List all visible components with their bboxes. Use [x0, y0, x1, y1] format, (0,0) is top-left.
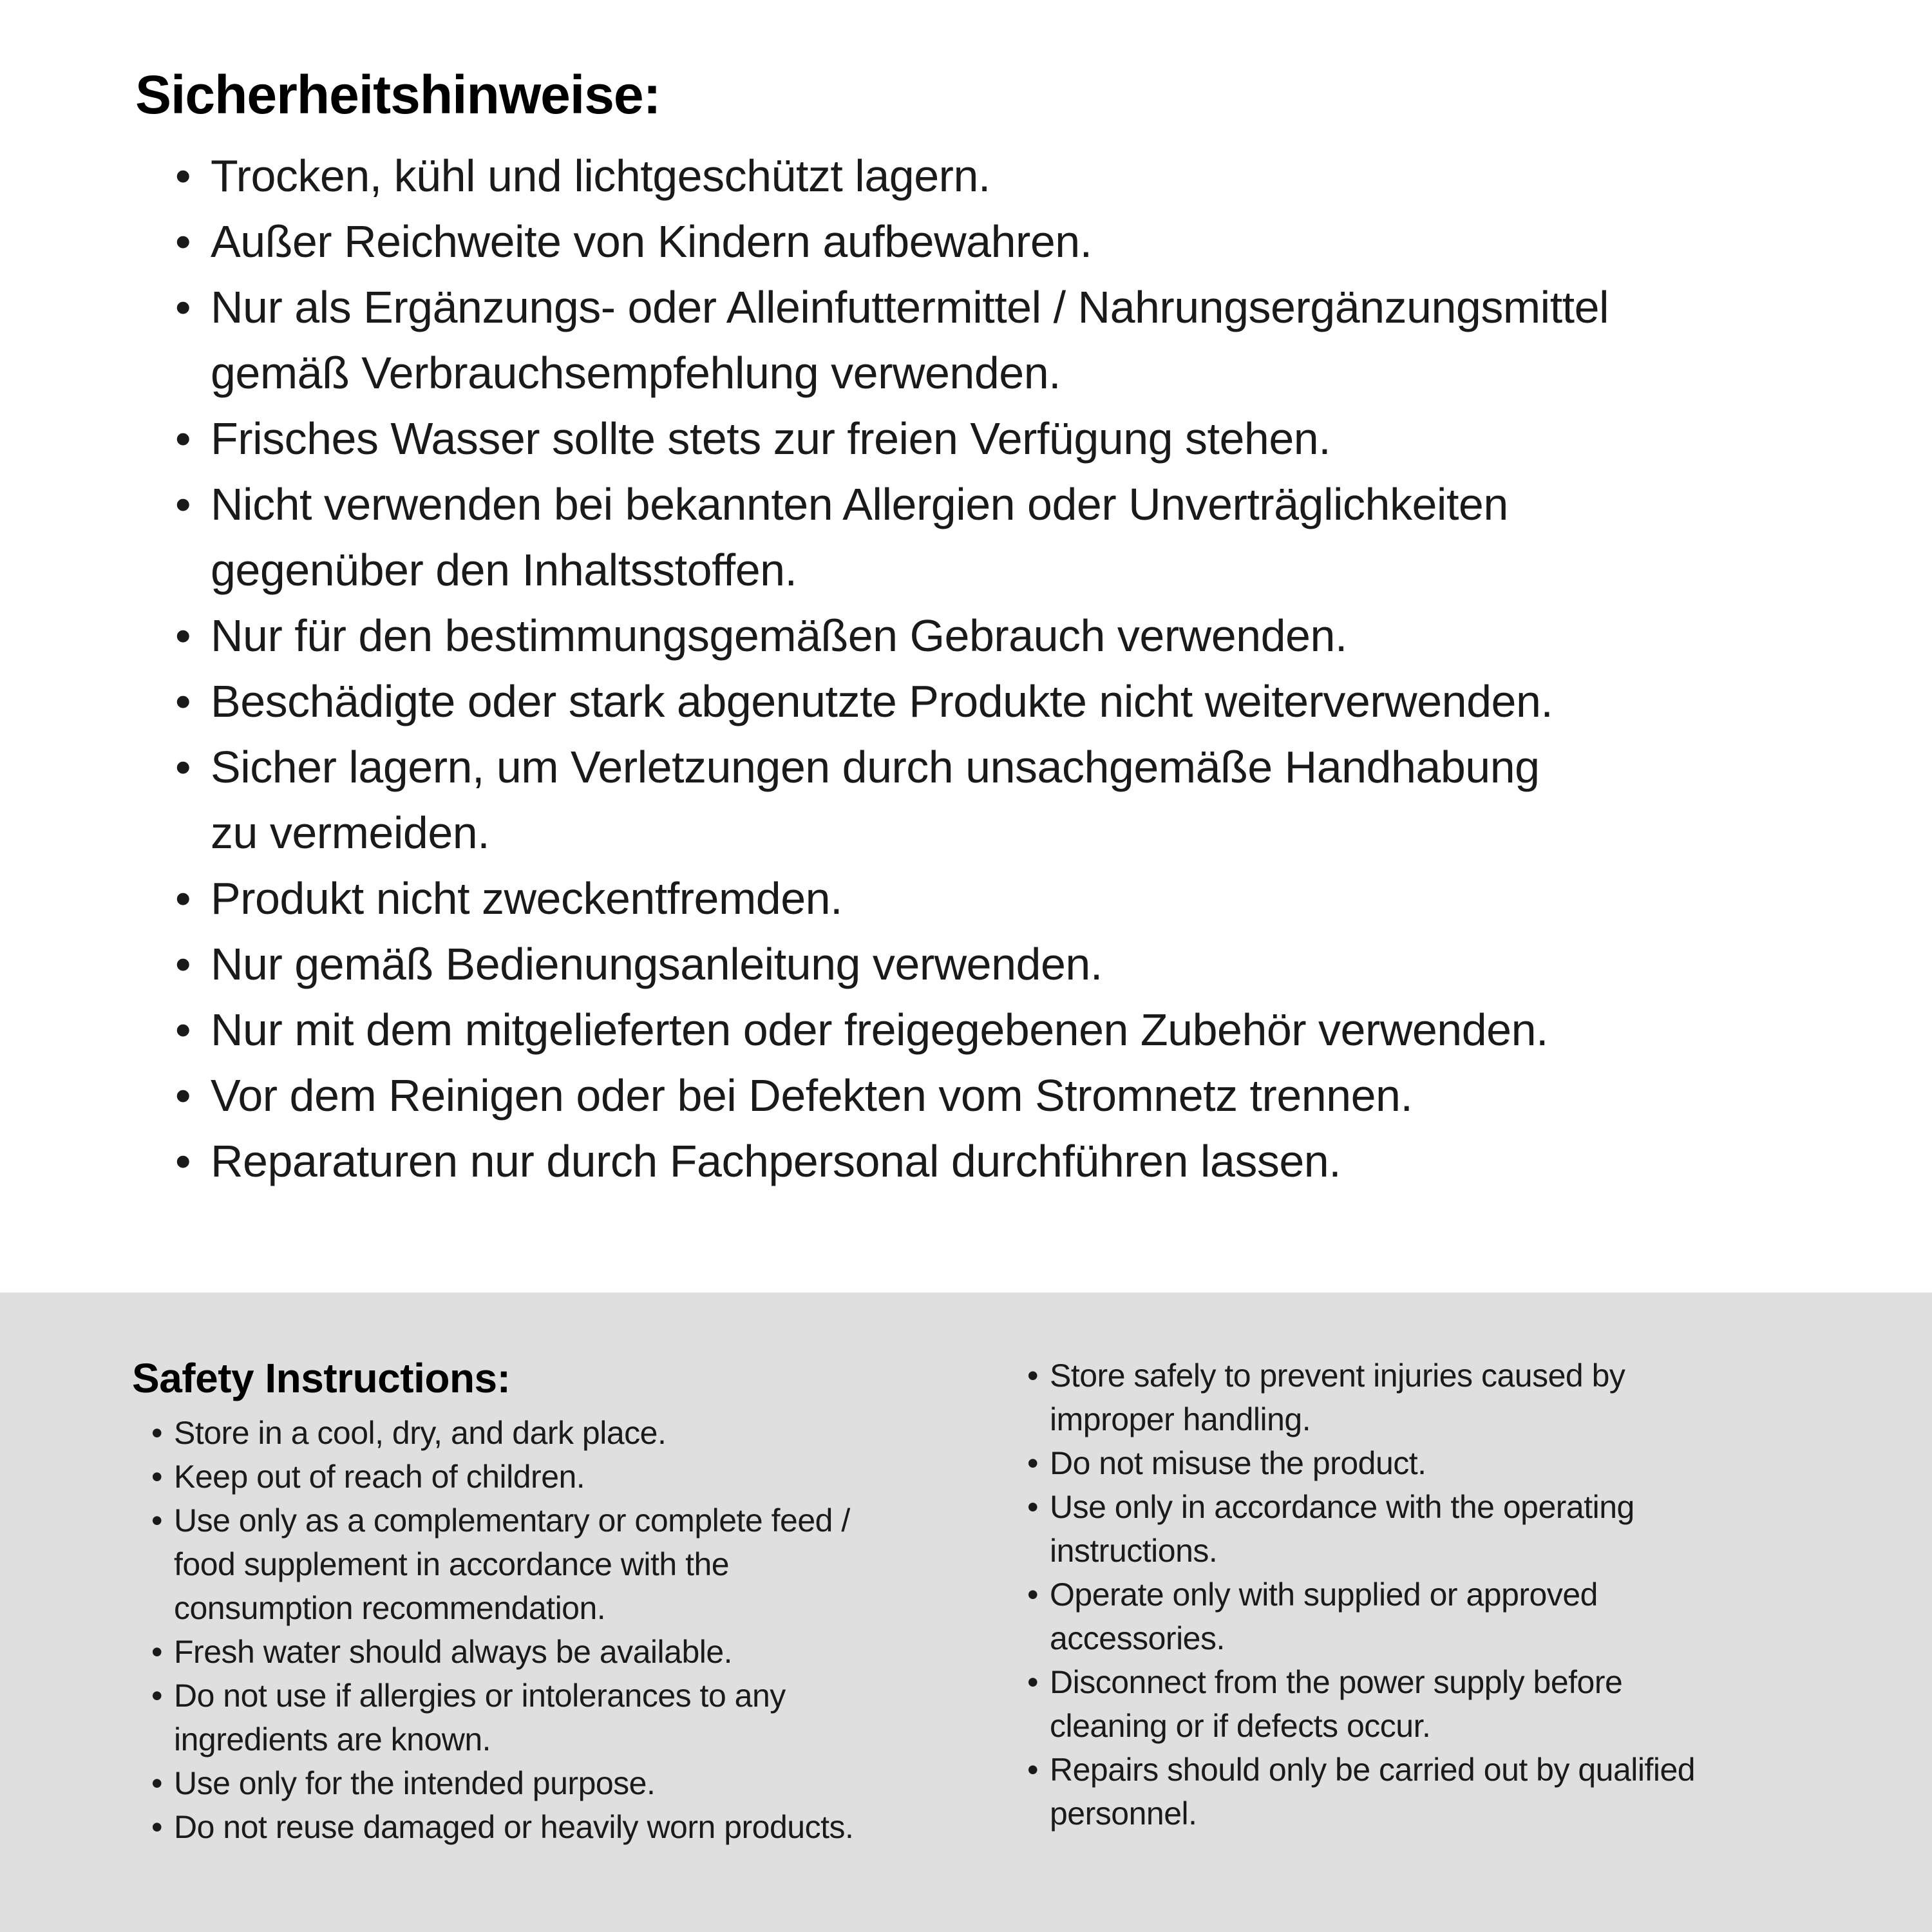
text-line: Außer Reichweite von Kindern aufbewahren. [211, 216, 1092, 267]
text-line: cleaning or if defects occur. [1050, 1708, 1431, 1744]
text-line: ingredients are known. [174, 1721, 491, 1757]
bullet-marker: • [1027, 1752, 1039, 1788]
bullet-marker: • [1027, 1358, 1039, 1394]
list-item [175, 471, 1855, 603]
list-item [1008, 1485, 1874, 1573]
list-item [175, 931, 1855, 997]
bullet-marker: • [175, 1070, 191, 1121]
list-item [1008, 1748, 1874, 1835]
bullet-marker: • [175, 1136, 191, 1186]
list-item [175, 209, 1855, 274]
text-line: Use only as a complementary or complete feed / [174, 1502, 850, 1539]
list-item [175, 668, 1855, 734]
list-item [175, 603, 1855, 668]
bullet-marker: • [151, 1809, 163, 1845]
text-line: Nur für den bestimmungsgemäßen Gebrauch verwenden. [211, 611, 1347, 661]
bullet-marker: • [1027, 1445, 1039, 1481]
english-right-column [1008, 1354, 1874, 1835]
text-line: Reparaturen nur durch Fachpersonal durchführen lassen. [211, 1136, 1341, 1186]
list-item [132, 1630, 1008, 1674]
list-item [132, 1674, 1008, 1761]
text-line: Use only for the intended purpose. [174, 1765, 656, 1801]
english-section [0, 1293, 1932, 1932]
english-right-bullet-list [1008, 1354, 1874, 1835]
list-item [132, 1455, 1008, 1499]
bullet-marker: • [175, 873, 191, 923]
list-item [132, 1805, 1008, 1849]
list-item [175, 866, 1855, 931]
text-line: Store safely to prevent injuries caused by [1050, 1358, 1625, 1394]
text-line: Do not misuse the product. [1050, 1445, 1426, 1481]
text-line: consumption recommendation. [174, 1590, 606, 1626]
bullet-marker: • [151, 1634, 163, 1670]
list-item [175, 274, 1855, 406]
bullet-marker: • [175, 282, 191, 332]
bullet-marker: • [175, 611, 191, 661]
german-heading: Sicherheitshinweise: [135, 64, 661, 125]
text-line: Produkt nicht zweckentfremden. [211, 873, 843, 923]
bullet-marker: • [1027, 1489, 1039, 1525]
bullet-marker: • [175, 1005, 191, 1055]
text-line: Fresh water should always be available. [174, 1634, 733, 1670]
text-line: Nicht verwenden bei bekannten Allergien oder Unverträglichkeiten [211, 479, 1508, 529]
text-line: personnel. [1050, 1795, 1197, 1832]
text-line: Do not use if allergies or intolerances to any [174, 1678, 786, 1714]
bullet-marker: • [175, 939, 191, 989]
text-line: Sicher lagern, um Verletzungen durch unsachgemäße Handhabung [211, 742, 1540, 792]
list-item [1008, 1660, 1874, 1748]
list-item [175, 997, 1855, 1063]
text-line: Keep out of reach of children. [174, 1459, 585, 1495]
list-item [1008, 1573, 1874, 1660]
bullet-marker: • [175, 742, 191, 792]
bullet-marker: • [151, 1415, 163, 1451]
text-line: zu vermeiden. [211, 808, 490, 858]
list-item [175, 1063, 1855, 1128]
text-line: Nur gemäß Bedienungsanleitung verwenden. [211, 939, 1103, 989]
bullet-marker: • [175, 676, 191, 726]
english-heading: Safety Instructions: [132, 1355, 511, 1401]
list-item [175, 734, 1855, 866]
list-item [132, 1411, 1008, 1455]
text-line: Disconnect from the power supply before [1050, 1664, 1623, 1700]
bullet-marker: • [151, 1459, 163, 1495]
bullet-marker: • [1027, 1664, 1039, 1700]
bullet-marker: • [151, 1502, 163, 1539]
text-line: Beschädigte oder stark abgenutzte Produkte nicht weiterverwenden. [211, 676, 1553, 726]
text-line: gegenüber den Inhaltsstoffen. [211, 545, 797, 595]
list-item [175, 143, 1855, 209]
list-item [175, 1128, 1855, 1194]
text-line: Frisches Wasser sollte stets zur freien Verfügung stehen. [211, 413, 1331, 464]
english-left-bullet-list [132, 1411, 1008, 1849]
bullet-marker: • [151, 1765, 163, 1801]
text-line: Repairs should only be carried out by qualified [1050, 1752, 1696, 1788]
list-item [175, 406, 1855, 471]
list-item [1008, 1441, 1874, 1485]
text-line: accessories. [1050, 1620, 1225, 1656]
text-line: Do not reuse damaged or heavily worn products. [174, 1809, 854, 1845]
bullet-marker: • [1027, 1577, 1039, 1613]
bullet-marker: • [175, 151, 191, 201]
text-line: Nur als Ergänzungs- oder Alleinfuttermittel / Nahrungsergänzungsmittel [211, 282, 1609, 332]
text-line: Operate only with supplied or approved [1050, 1577, 1598, 1613]
bullet-marker: • [175, 479, 191, 529]
text-line: Store in a cool, dry, and dark place. [174, 1415, 667, 1451]
english-left-column [132, 1354, 1008, 1849]
text-line: improper handling. [1050, 1401, 1311, 1437]
text-line: Vor dem Reinigen oder bei Defekten vom Stromnetz trennen. [211, 1070, 1413, 1121]
text-line: Use only in accordance with the operating [1050, 1489, 1634, 1525]
bullet-marker: • [151, 1678, 163, 1714]
text-line: food supplement in accordance with the [174, 1546, 730, 1582]
text-line: Nur mit dem mitgelieferten oder freigegebenen Zubehör verwenden. [211, 1005, 1548, 1055]
text-line: Trocken, kühl und lichtgeschützt lagern. [211, 151, 990, 201]
list-item [1008, 1354, 1874, 1441]
bullet-marker: • [175, 216, 191, 267]
list-item [132, 1761, 1008, 1805]
text-line: gemäß Verbrauchsempfehlung verwenden. [211, 348, 1061, 398]
list-item [132, 1499, 1008, 1630]
german-bullet-list [175, 143, 1855, 1194]
bullet-marker: • [175, 413, 191, 464]
text-line: instructions. [1050, 1533, 1218, 1569]
